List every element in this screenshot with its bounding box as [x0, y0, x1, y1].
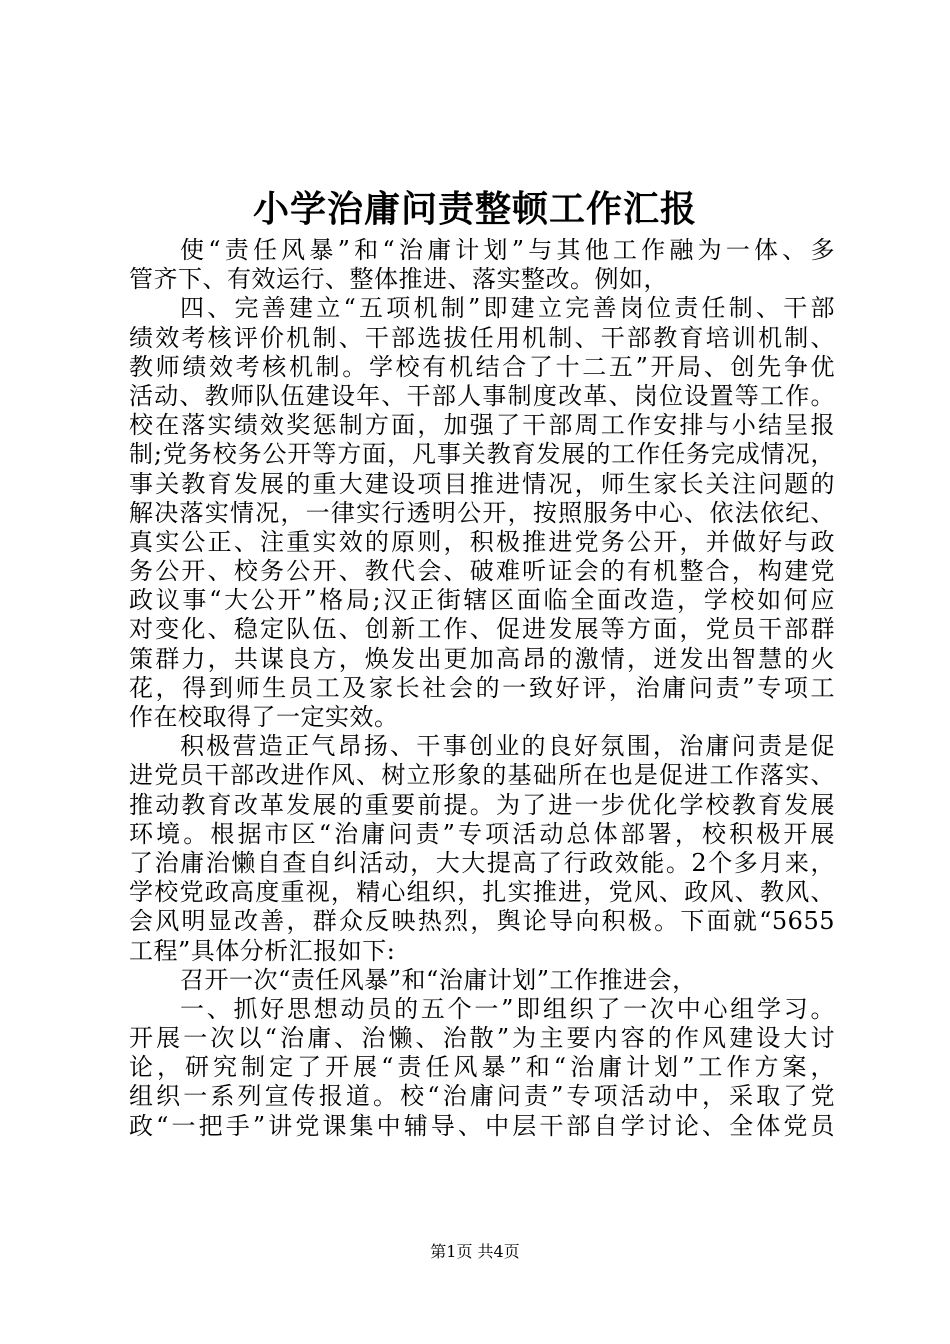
text-line: 召开一次“责任风暴”和“治庸计划”工作推进会， [180, 965, 697, 994]
text-line: 四、完善建立“五项机制”即建立完善岗位责任制、干部 [180, 294, 835, 323]
text-line: 论，研究制定了开展“责任风暴”和“治庸计划”工作方案， [129, 1053, 835, 1082]
text-line: 真实公正、注重实效的原则，积极推进党务公开，并做好与政 [129, 527, 835, 556]
document-body [129, 236, 835, 1141]
text-line: 花，得到师生员工及家长社会的一致好评，治庸问责”专项工 [129, 673, 835, 702]
text-line: 活动、教师队伍建设年、干部人事制度改革、岗位设置等工作。 [129, 381, 835, 410]
text-line: 开展一次以“治庸、治懒、治散”为主要内容的作风建设大讨 [129, 1024, 835, 1053]
text-line: 积极营造正气昂扬、干事创业的良好氛围，治庸问责是促 [180, 732, 835, 761]
document-title: 小学治庸问责整顿工作汇报 [252, 188, 697, 230]
text-line: 制;党务校务公开等方面，凡事关教育发展的工作任务完成情况， [129, 440, 835, 469]
text-line: 学校党政高度重视，精心组织，扎实推进，党风、政风、教风、 [129, 878, 835, 907]
text-line: 工程”具体分析汇报如下: [129, 936, 396, 965]
text-line: 策群力，共谋良方，焕发出更加高昂的激情，迸发出智慧的火 [129, 644, 835, 673]
text-line: 环境。根据市区“治庸问责”专项活动总体部署，校积极开展 [129, 819, 835, 848]
text-line: 一、抓好思想动员的五个一”即组织了一次中心组学习。 [180, 994, 835, 1023]
text-line: 解决落实情况，一律实行透明公开，按照服务中心、依法依纪、 [129, 498, 835, 527]
text-line: 管齐下、有效运行、整体推进、落实整改。例如， [129, 265, 668, 294]
text-line: 作在校取得了一定实效。 [129, 703, 399, 731]
text-line: 事关教育发展的重大建设项目推进情况，师生家长关注问题的 [129, 469, 835, 498]
text-line: 使“责任风暴”和“治庸计划”与其他工作融为一体、多 [180, 236, 835, 264]
page-footer: 第1页 共4页 [430, 1242, 520, 1261]
text-line: 政“一把手”讲党课集中辅导、中层干部自学讨论、全体党员 [129, 1111, 835, 1140]
text-line: 组织一系列宣传报道。校“治庸问责”专项活动中，采取了党 [129, 1082, 835, 1111]
text-line: 会风明显改善，群众反映热烈，舆论导向积极。下面就“5655 [129, 907, 835, 936]
text-line: 务公开、校务公开、教代会、破难听证会的有机整合，构建党 [129, 557, 835, 586]
text-line: 了治庸治懒自查自纠活动，大大提高了行政效能。2个多月来， [129, 848, 835, 877]
text-line: 进党员干部改进作风、树立形象的基础所在也是促进工作落实、 [129, 761, 835, 790]
text-line: 政议事“大公开”格局;汉正街辖区面临全面改造，学校如何应 [129, 586, 835, 615]
text-line: 校在落实绩效奖惩制方面，加强了干部周工作安排与小结呈报 [129, 411, 835, 440]
text-line: 推动教育改革发展的重要前提。为了进一步优化学校教育发展 [129, 790, 835, 819]
text-line: 绩效考核评价机制、干部选拔任用机制、干部教育培训机制、 [129, 323, 835, 352]
text-line: 教师绩效考核机制。学校有机结合了十二五”开局、创先争优 [129, 352, 835, 381]
text-line: 对变化、稳定队伍、创新工作、促进发展等方面，党员干部群 [129, 615, 835, 644]
